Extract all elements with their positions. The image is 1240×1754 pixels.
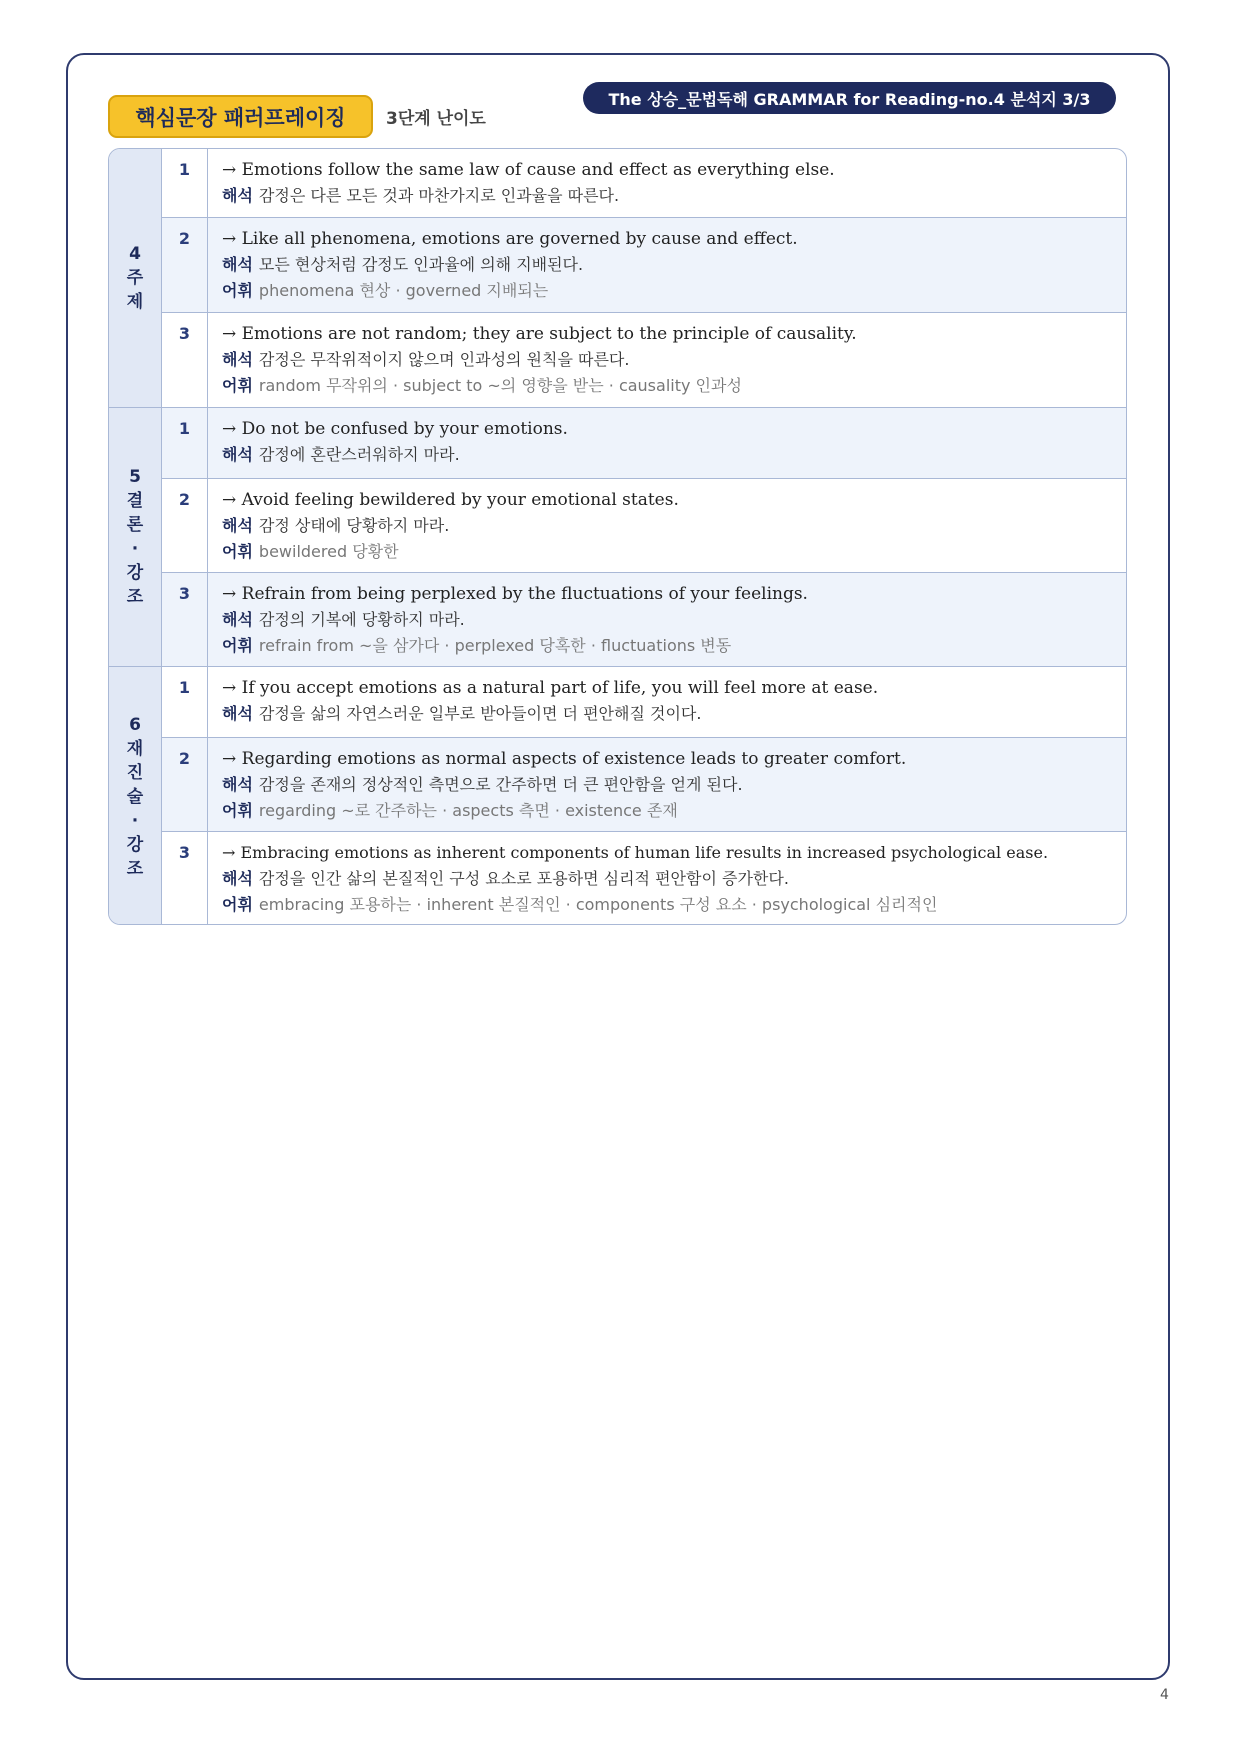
english-sentence: → Embracing emotions as inherent components of human life results in increased psychological ease. xyxy=(222,843,1049,862)
translation-line: 해석 감정은 무작위적이지 않으며 인과성의 원칙을 따른다. xyxy=(222,350,630,369)
row-number: 1 xyxy=(162,149,208,217)
translation-line: 해석 감정을 삶의 자연스러운 일부로 받아들이면 더 편안해질 것이다. xyxy=(222,704,702,723)
group-theme xyxy=(109,149,1126,407)
group-label: 6재진술·강조 xyxy=(109,667,162,925)
english-sentence: → Do not be confused by your emotions. xyxy=(222,419,568,439)
difficulty-level: 3단계 난이도 xyxy=(386,109,486,129)
row-number: 1 xyxy=(162,408,208,478)
english-sentence: → Emotions follow the same law of cause and effect as everything else. xyxy=(222,160,835,180)
paraphrase-table xyxy=(108,148,1127,925)
row-number: 2 xyxy=(162,738,208,831)
row-number: 1 xyxy=(162,667,208,737)
table-row xyxy=(162,572,1126,667)
table-row xyxy=(162,478,1126,572)
english-sentence: → Refrain from being perplexed by the fluctuations of your feelings. xyxy=(222,584,808,604)
translation-line: 해석 감정을 존재의 정상적인 측면으로 간주하면 더 큰 편안함을 얻게 된다. xyxy=(222,775,743,794)
vocab-line: 어휘 phenomena 현상 · governed 지배되는 xyxy=(222,281,549,300)
row-number: 2 xyxy=(162,218,208,312)
table-row xyxy=(162,217,1126,312)
table-row xyxy=(162,667,1126,737)
vocab-line: 어휘 refrain from ~을 삼가다 · perplexed 당혹한 · fluctuations 변동 xyxy=(222,636,732,655)
vocab-line: 어휘 regarding ~로 간주하는 · aspects 측면 · existence 존재 xyxy=(222,801,678,820)
group-label: 4주제 xyxy=(109,149,162,407)
document-title: The 상승_문법독해 GRAMMAR for Reading-no.4 분석지 3/3 xyxy=(583,82,1116,114)
group-restatement xyxy=(109,666,1126,925)
english-sentence: → Like all phenomena, emotions are governed by cause and effect. xyxy=(222,229,798,249)
english-sentence: → Emotions are not random; they are subject to the principle of causality. xyxy=(222,324,857,344)
row-number: 3 xyxy=(162,313,208,407)
table-row xyxy=(162,831,1126,925)
row-number: 3 xyxy=(162,832,208,925)
table-row xyxy=(162,149,1126,217)
group-conclusion xyxy=(109,407,1126,666)
translation-line: 해석 감정을 인간 삶의 본질적인 구성 요소로 포용하면 심리적 편안함이 증가한다. xyxy=(222,869,789,888)
vocab-line: 어휘 embracing 포용하는 · inherent 본질적인 · components 구성 요소 · psychological 심리적인 xyxy=(222,895,938,914)
translation-line: 해석 감정은 다른 모든 것과 마찬가지로 인과율을 따른다. xyxy=(222,186,620,205)
vocab-line: 어휘 bewildered 당황한 xyxy=(222,542,399,561)
english-sentence: → If you accept emotions as a natural part of life, you will feel more at ease. xyxy=(222,678,879,698)
table-row xyxy=(162,737,1126,831)
vocab-line: 어휘 random 무작위의 · subject to ~의 영향을 받는 · causality 인과성 xyxy=(222,376,742,395)
row-number: 3 xyxy=(162,573,208,667)
english-sentence: → Avoid feeling bewildered by your emotional states. xyxy=(222,490,679,510)
translation-line: 해석 감정의 기복에 당황하지 마라. xyxy=(222,610,465,629)
table-row xyxy=(162,408,1126,478)
table-row xyxy=(162,312,1126,407)
page-number: 4 xyxy=(1160,1687,1169,1703)
row-number: 2 xyxy=(162,479,208,572)
translation-line: 해석 감정 상태에 당황하지 마라. xyxy=(222,516,450,535)
section-title-badge: 핵심문장 패러프레이징 xyxy=(108,95,373,138)
english-sentence: → Regarding emotions as normal aspects of existence leads to greater comfort. xyxy=(222,749,907,769)
group-label: 5결론·강조 xyxy=(109,408,162,666)
translation-line: 해석 모든 현상처럼 감정도 인과율에 의해 지배된다. xyxy=(222,255,584,274)
translation-line: 해석 감정에 혼란스러워하지 마라. xyxy=(222,445,460,464)
